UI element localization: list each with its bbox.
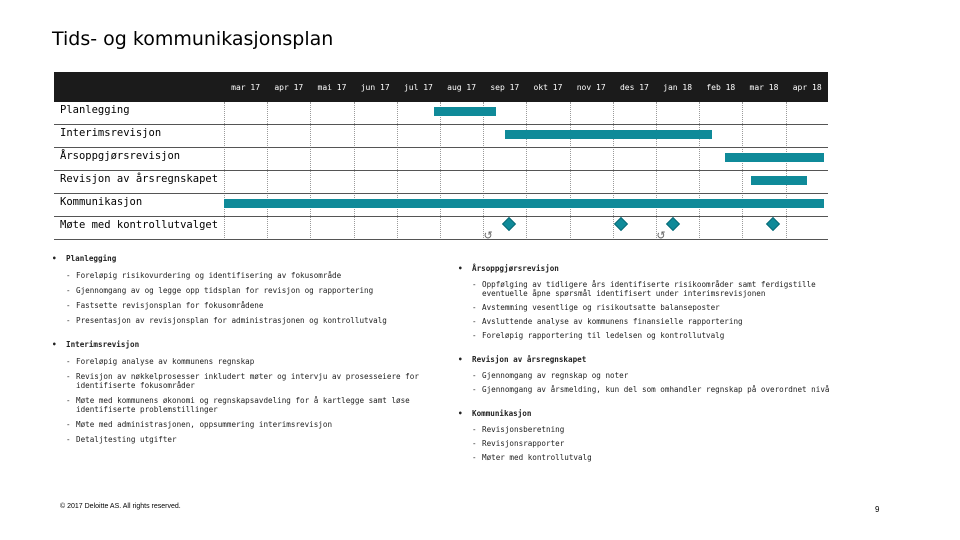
copyright-footer: © 2017 Deloitte AS. All rights reserved. [60, 503, 181, 510]
section-heading-text: Planlegging [66, 254, 117, 263]
gantt-row-label: Kommunikasjon [60, 196, 143, 208]
list-item-text: Revisjon av nøkkelprosesser inkludert møter og intervju av prosesseiere for identifiserte fokusområder [76, 372, 419, 390]
month-label: mar 17 [231, 82, 261, 92]
month-label: jun 17 [360, 82, 390, 92]
page-number: 9 [875, 505, 880, 514]
list-item-text: Avsluttende analyse av kommunens finansielle rapportering [482, 317, 743, 326]
list-item-text: Møte med administrasjonen, oppsummering interimsrevisjon [76, 420, 333, 429]
gantt-row [54, 171, 828, 194]
gantt-row [54, 194, 828, 217]
section-heading-text: Revisjon av årsregnskapet [472, 355, 587, 364]
gantt-bar [751, 176, 807, 185]
section-heading [458, 263, 848, 275]
gantt-row-label: Møte med kontrollutvalget [60, 219, 219, 231]
gantt-month-header [54, 72, 828, 102]
text-section [458, 408, 848, 462]
milestone-diamond-icon [614, 217, 628, 231]
list-item-text: Møte med kommunens økonomi og regnskapsavdeling for å kartlegge samt løse identifiserte problemstillinger [76, 396, 410, 414]
list-item [458, 425, 848, 434]
bullet-icon: • [458, 409, 463, 418]
text-section [52, 253, 432, 325]
list-item [458, 331, 848, 340]
list-item [458, 317, 848, 326]
month-label: mar 18 [749, 82, 779, 92]
list-item-text: Foreløpig analyse av kommunens regnskap [76, 357, 255, 366]
section-heading [52, 339, 432, 351]
month-label: apr 18 [792, 82, 822, 92]
list-item [458, 385, 848, 394]
gantt-row [54, 217, 828, 240]
gantt-row [54, 148, 828, 171]
section-heading [52, 253, 432, 265]
dash-icon: - [66, 435, 71, 444]
bullet-icon: • [52, 254, 57, 263]
dash-icon: - [66, 271, 71, 280]
dash-icon: - [472, 317, 477, 326]
month-label: sep 17 [490, 82, 520, 92]
gantt-row-label: Årsoppgjørsrevisjon [60, 150, 181, 162]
section-heading-text: Interimsrevisjon [66, 340, 140, 349]
list-item [52, 372, 432, 390]
gantt-row-label: Planlegging [60, 104, 130, 116]
bullet-icon: • [458, 264, 463, 273]
bullet-icon: • [52, 340, 57, 349]
month-label: aug 17 [447, 82, 477, 92]
list-item-text: Foreløpig rapportering til ledelsen og kontrollutvalg [482, 331, 725, 340]
month-label: jul 17 [403, 82, 433, 92]
page-title: Tids- og kommunikasjonsplan [52, 28, 334, 50]
dash-icon: - [472, 439, 477, 448]
text-section [52, 339, 432, 444]
gantt-bar [725, 153, 824, 162]
list-item [52, 271, 432, 280]
list-item-text: Revisjonsberetning [482, 425, 565, 434]
list-item-text: Oppfølging av tidligere års identifiserte risikoområder samt ferdigstille eventuelle åpne spørsmål identifisert under interimsrevisjonen [482, 280, 816, 298]
milestone-diamond-icon [766, 217, 780, 231]
gantt-row [54, 125, 828, 148]
list-item [458, 453, 848, 462]
gantt-row-label: Interimsrevisjon [60, 127, 162, 139]
list-item-text: Foreløpig risikovurdering og identifisering av fokusområde [76, 271, 342, 280]
text-section [458, 263, 848, 340]
section-heading [458, 408, 848, 420]
gantt-bar [505, 130, 712, 139]
dash-icon: - [472, 385, 477, 394]
dash-icon: - [66, 396, 71, 405]
left-text-column [52, 253, 432, 444]
list-item-text: Detaljtesting utgifter [76, 435, 177, 444]
dash-icon: - [66, 420, 71, 429]
list-item [52, 435, 432, 444]
meeting-marker-icon: ↺ [656, 229, 666, 242]
list-item-text: Gjennomgang av regnskap og noter [482, 371, 629, 380]
milestone-diamond-icon [666, 217, 680, 231]
dash-icon: - [66, 316, 71, 325]
dash-icon: - [472, 453, 477, 462]
dash-icon: - [66, 357, 71, 366]
section-heading-text: Årsoppgjørsrevisjon [472, 264, 559, 273]
month-label: des 17 [619, 82, 649, 92]
bullet-icon: • [458, 355, 463, 364]
list-item-text: Fastsette revisjonsplan for fokusområdene [76, 301, 264, 310]
gantt-row [54, 102, 828, 125]
list-item-text: Gjennomgang av og legge opp tidsplan for revisjon og rapportering [76, 286, 374, 295]
section-heading-text: Kommunikasjon [472, 409, 532, 418]
month-label: jan 18 [663, 82, 693, 92]
list-item [458, 439, 848, 448]
month-label: mai 17 [317, 82, 347, 92]
gantt-row-label: Revisjon av årsregnskapet [60, 173, 219, 185]
list-item [458, 280, 848, 298]
gantt-chart [54, 72, 828, 240]
list-item [52, 316, 432, 325]
list-item [52, 396, 432, 414]
month-label: apr 17 [274, 82, 304, 92]
month-label: nov 17 [576, 82, 606, 92]
meeting-marker-icon: ↺ [483, 229, 493, 242]
dash-icon: - [472, 425, 477, 434]
dash-icon: - [66, 301, 71, 310]
row-divider [54, 239, 828, 240]
dash-icon: - [472, 371, 477, 380]
dash-icon: - [66, 372, 71, 381]
list-item [52, 301, 432, 310]
section-heading [458, 354, 848, 366]
list-item [52, 286, 432, 295]
dash-icon: - [472, 303, 477, 312]
dash-icon: - [472, 331, 477, 340]
gantt-bar [434, 107, 497, 116]
list-item [458, 371, 848, 380]
list-item-text: Møter med kontrollutvalg [482, 453, 592, 462]
list-item [458, 303, 848, 312]
list-item-text: Revisjonsrapporter [482, 439, 565, 448]
text-section [458, 354, 848, 394]
list-item-text: Gjennomgang av årsmelding, kun del som omhandler regnskap på overordnet nivå [482, 385, 830, 394]
list-item-text: Presentasjon av revisjonsplan for administrasjonen og kontrollutvalg [76, 316, 387, 325]
gantt-bar [224, 199, 824, 208]
right-text-column [458, 263, 848, 462]
list-item-text: Avstemming vesentlige og risikoutsatte balanseposter [482, 303, 720, 312]
month-label: feb 18 [706, 82, 736, 92]
dash-icon: - [66, 286, 71, 295]
month-label: okt 17 [533, 82, 563, 92]
list-item [52, 357, 432, 366]
milestone-diamond-icon [502, 217, 516, 231]
list-item [52, 420, 432, 429]
dash-icon: - [472, 280, 477, 289]
